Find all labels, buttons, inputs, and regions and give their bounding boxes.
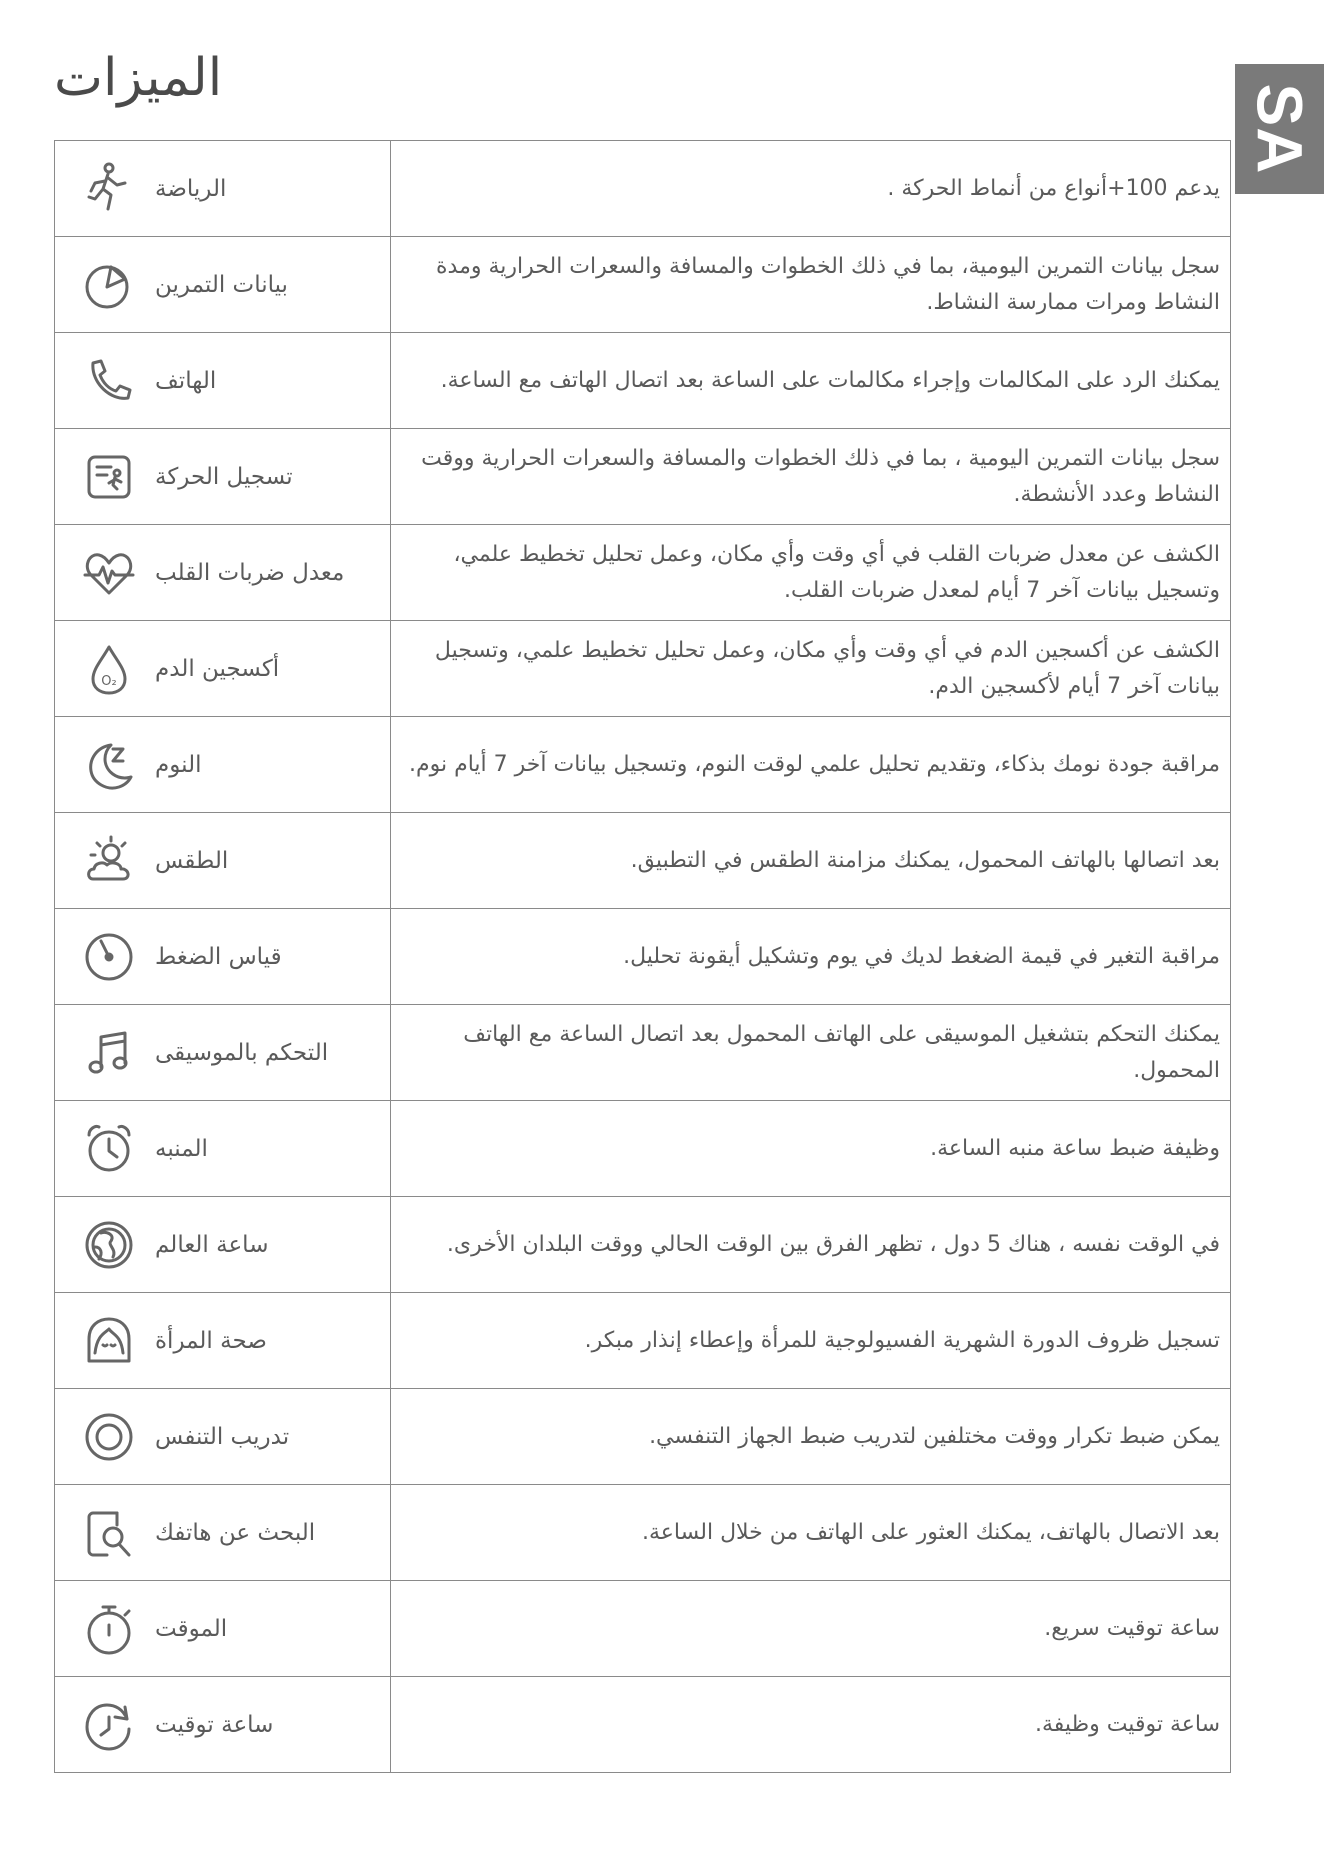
feature-description: ساعة توقيت سريع. — [391, 1581, 1231, 1677]
feature-row — [55, 1677, 1231, 1773]
feature-name-cell — [55, 1677, 391, 1773]
feature-row — [55, 1005, 1231, 1101]
woman-face-icon — [79, 1311, 139, 1371]
feature-description: بعد الاتصال بالهاتف، يمكنك العثور على الهاتف من خلال الساعة. — [391, 1485, 1231, 1581]
stopwatch-icon — [79, 1599, 139, 1659]
feature-description: ساعة توقيت وظيفة. — [391, 1677, 1231, 1773]
feature-row — [55, 1581, 1231, 1677]
feature-name: صحة المرأة — [155, 1327, 267, 1354]
running-person-icon — [79, 159, 139, 219]
language-tab — [1235, 64, 1324, 194]
feature-name-cell — [55, 1389, 391, 1485]
feature-name-cell — [55, 813, 391, 909]
feature-name-cell — [55, 333, 391, 429]
feature-name: تدريب التنفس — [155, 1423, 290, 1450]
feature-name-cell — [55, 1005, 391, 1101]
feature-row — [55, 1389, 1231, 1485]
feature-name: النوم — [155, 751, 202, 778]
find-phone-icon — [79, 1503, 139, 1563]
feature-description: سجل بيانات التمرين اليومية، بما في ذلك الخطوات والمسافة والسعرات الحرارية ومدة النشاط ومرات ممارسة النشاط. — [391, 237, 1231, 333]
feature-row — [55, 813, 1231, 909]
feature-name: ساعة توقيت — [155, 1711, 274, 1738]
feature-name: معدل ضربات القلب — [155, 559, 345, 586]
feature-name: قياس الضغط — [155, 943, 282, 970]
feature-name: المنبه — [155, 1135, 208, 1162]
feature-description: في الوقت نفسه ، هناك 5 دول ، تظهر الفرق بين الوقت الحالي ووقت البلدان الأخرى. — [391, 1197, 1231, 1293]
features-table — [54, 140, 1231, 1773]
feature-row — [55, 909, 1231, 1005]
feature-row — [55, 1293, 1231, 1389]
weather-icon — [79, 831, 139, 891]
feature-name-cell — [55, 1101, 391, 1197]
blood-oxygen-icon — [79, 639, 139, 699]
feature-name-cell — [55, 909, 391, 1005]
svg-text:O₂: O₂ — [101, 673, 117, 689]
pressure-gauge-icon — [79, 927, 139, 987]
feature-name: الرياضة — [155, 175, 227, 202]
globe-icon — [79, 1215, 139, 1275]
feature-name-cell — [55, 1293, 391, 1389]
feature-name-cell — [55, 141, 391, 237]
feature-row — [55, 1485, 1231, 1581]
feature-description: الكشف عن معدل ضربات القلب في أي وقت وأي مكان، وعمل تحليل تخطيط علمي، وتسجيل بيانات آخر 7 أيام لمعدل ضربات القلب. — [391, 525, 1231, 621]
feature-name-cell — [55, 1581, 391, 1677]
feature-description: مراقبة جودة نومك بذكاء، وتقديم تحليل علمي لوقت النوم، وتسجيل بيانات آخر 7 أيام نوم. — [391, 717, 1231, 813]
feature-name: الموقت — [155, 1615, 228, 1642]
feature-row — [55, 1197, 1231, 1293]
feature-description: يمكن ضبط تكرار ووقت مختلفين لتدريب ضبط الجهاز التنفسي. — [391, 1389, 1231, 1485]
pie-chart-icon — [79, 255, 139, 315]
language-tab-label: SA — [1243, 83, 1316, 175]
feature-name-cell — [55, 237, 391, 333]
feature-name: ساعة العالم — [155, 1231, 269, 1258]
feature-description: الكشف عن أكسجين الدم في أي وقت وأي مكان، وعمل تحليل تخطيط علمي، وتسجيل بيانات آخر 7 أيام لأكسجين الدم. — [391, 621, 1231, 717]
feature-name: الطقس — [155, 847, 229, 874]
feature-name: تسجيل الحركة — [155, 463, 293, 490]
feature-row — [55, 237, 1231, 333]
feature-description: يمكنك التحكم بتشغيل الموسيقى على الهاتف المحمول بعد اتصال الساعة مع الهاتف المحمول. — [391, 1005, 1231, 1101]
feature-name: البحث عن هاتفك — [155, 1519, 316, 1546]
feature-row — [55, 429, 1231, 525]
heart-rate-icon — [79, 543, 139, 603]
feature-name: أكسجين الدم — [155, 655, 280, 682]
feature-row — [55, 717, 1231, 813]
feature-name: بيانات التمرين — [155, 271, 288, 298]
music-note-icon — [79, 1023, 139, 1083]
feature-row — [55, 621, 1231, 717]
feature-name: الهاتف — [155, 367, 217, 394]
feature-row — [55, 333, 1231, 429]
feature-row — [55, 1101, 1231, 1197]
feature-description: مراقبة التغير في قيمة الضغط لديك في يوم وتشكيل أيقونة تحليل. — [391, 909, 1231, 1005]
feature-row — [55, 525, 1231, 621]
feature-name-cell — [55, 525, 391, 621]
feature-description: سجل بيانات التمرين اليومية ، بما في ذلك الخطوات والمسافة والسعرات الحرارية ووقت النشاط وعدد الأنشطة. — [391, 429, 1231, 525]
feature-name-cell — [55, 429, 391, 525]
feature-name-cell — [55, 1197, 391, 1293]
feature-name: التحكم بالموسيقى — [155, 1039, 329, 1066]
feature-name-cell — [55, 717, 391, 813]
phone-icon — [79, 351, 139, 411]
breathing-ring-icon — [79, 1407, 139, 1467]
feature-row — [55, 141, 1231, 237]
feature-name-cell — [55, 1485, 391, 1581]
feature-name-cell — [55, 621, 391, 717]
alarm-clock-icon — [79, 1119, 139, 1179]
sleep-moon-icon — [79, 735, 139, 795]
feature-description: تسجيل ظروف الدورة الشهرية الفسيولوجية للمرأة وإعطاء إنذار مبكر. — [391, 1293, 1231, 1389]
activity-record-icon — [79, 447, 139, 507]
feature-description: يدعم 100+أنواع من أنماط الحركة . — [391, 141, 1231, 237]
feature-description: يمكنك الرد على المكالمات وإجراء مكالمات على الساعة بعد اتصال الهاتف مع الساعة. — [391, 333, 1231, 429]
timer-icon — [79, 1695, 139, 1755]
page-title: المیزات — [54, 48, 223, 108]
feature-description: وظيفة ضبط ساعة منبه الساعة. — [391, 1101, 1231, 1197]
feature-description: بعد اتصالها بالهاتف المحمول، يمكنك مزامنة الطقس في التطبيق. — [391, 813, 1231, 909]
